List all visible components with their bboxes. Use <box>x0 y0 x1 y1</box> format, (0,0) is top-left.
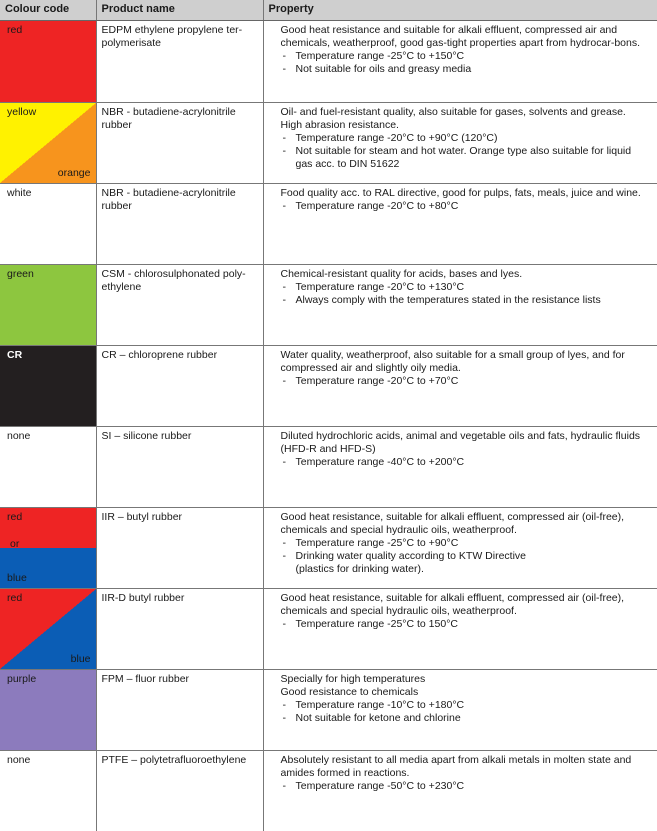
table-row <box>0 21 657 103</box>
swatch-label: CR <box>7 349 22 362</box>
property-description: Good heat resistance and suitable for alkali effluent, compressed air and chemicals, weatherproof, good gas-tight properties apart from hydrocar-bons. <box>281 24 650 50</box>
colour-swatch-none <box>0 427 96 507</box>
colour-cell <box>0 589 96 670</box>
colour-swatch-red <box>0 21 96 102</box>
table-row <box>0 346 657 427</box>
colour-swatch-purple <box>0 670 96 750</box>
property-description: Water quality, weatherproof, also suitable for a small group of lyes, and for compressed air and slightly oily media. <box>281 349 650 375</box>
colour-swatch-black <box>0 346 96 426</box>
header-property: Property <box>263 0 657 21</box>
product-name: IIR-D butyl rubber <box>96 589 263 670</box>
table-row <box>0 427 657 508</box>
swatch-label: yellow <box>7 106 36 119</box>
product-name: SI – silicone rubber <box>96 427 263 508</box>
swatch-label: red <box>7 592 22 605</box>
product-name: PTFE – polytetrafluoroethylene <box>96 751 263 831</box>
property-cell <box>263 184 657 265</box>
table-row <box>0 184 657 265</box>
header-product-name: Product name <box>96 0 263 21</box>
property-cell <box>263 346 657 427</box>
swatch-label: orange <box>58 167 91 180</box>
property-bullet: - Temperature range -20°C to +90°C (120°C) <box>281 132 650 145</box>
property-cell <box>263 508 657 589</box>
property-bullet-continuation: (plastics for drinking water). <box>281 563 650 576</box>
property-bullet: - Not suitable for oils and greasy media <box>281 63 650 76</box>
property-bullet: - Not suitable for ketone and chlorine <box>281 712 650 725</box>
property-description: Good heat resistance, suitable for alkali effluent, compressed air (oil-free), chemicals and special hydraulic oils, weatherproof. <box>281 592 650 618</box>
property-description: Good resistance to chemicals <box>281 686 650 699</box>
header-colour-code: Colour code <box>0 0 96 21</box>
product-name: NBR - butadiene-acrylonitrile rubber <box>96 184 263 265</box>
colour-cell <box>0 508 96 589</box>
table-row <box>0 103 657 184</box>
product-name: FPM – fluor rubber <box>96 670 263 751</box>
property-cell <box>263 751 657 831</box>
swatch-label: red <box>7 24 22 37</box>
property-bullet: - Temperature range -25°C to 150°C <box>281 618 650 631</box>
property-bullet: - Temperature range -50°C to +230°C <box>281 780 650 793</box>
property-bullet: - Temperature range -20°C to +130°C <box>281 281 650 294</box>
colour-cell <box>0 184 96 265</box>
property-description: Absolutely resistant to all media apart from alkali metals in molten state and amides formed in reactions. <box>281 754 650 780</box>
colour-cell <box>0 21 96 103</box>
swatch-label: none <box>7 754 30 767</box>
property-cell <box>263 103 657 184</box>
property-bullet: - Temperature range -40°C to +200°C <box>281 456 650 469</box>
colour-swatch-red-blue <box>0 589 96 669</box>
colour-cell <box>0 427 96 508</box>
colour-swatch-green <box>0 265 96 345</box>
property-bullet: - Not suitable for steam and hot water. Orange type also suitable for liquid gas acc. to DIN 51622 <box>281 145 650 171</box>
table-row <box>0 265 657 346</box>
table-row <box>0 589 657 670</box>
colour-swatch-red-or-blue <box>0 508 96 588</box>
property-description: Oil- and fuel-resistant quality, also suitable for gases, solvents and grease. High abrasion resistance. <box>281 106 650 132</box>
property-bullet: - Temperature range -20°C to +70°C <box>281 375 650 388</box>
property-bullet: - Temperature range -25°C to +150°C <box>281 50 650 63</box>
swatch-label: or <box>10 538 19 551</box>
property-cell <box>263 670 657 751</box>
swatch-label: blue <box>7 572 27 585</box>
table-row <box>0 508 657 589</box>
swatch-label: red <box>7 511 22 524</box>
property-description: Chemical-resistant quality for acids, bases and lyes. <box>281 268 650 281</box>
property-description: Food quality acc. to RAL directive, good for pulps, fats, meals, juice and wine. <box>281 187 650 200</box>
swatch-label: none <box>7 430 30 443</box>
property-description: Good heat resistance, suitable for alkali effluent, compressed air (oil-free), chemicals and special hydraulic oils, weatherproof. <box>281 511 650 537</box>
colour-swatch-white <box>0 184 96 264</box>
product-name: CR – chloroprene rubber <box>96 346 263 427</box>
table-row <box>0 670 657 751</box>
swatch-label: green <box>7 268 34 281</box>
swatch-label: white <box>7 187 32 200</box>
property-bullet: - Drinking water quality according to KTW Directive <box>281 550 650 563</box>
property-cell <box>263 589 657 670</box>
colour-swatch-none <box>0 751 96 831</box>
colour-swatch-yellow-orange <box>0 103 96 183</box>
property-bullet: - Temperature range -20°C to +80°C <box>281 200 650 213</box>
property-cell <box>263 427 657 508</box>
swatch-label: blue <box>71 653 91 666</box>
property-bullet: - Always comply with the temperatures stated in the resistance lists <box>281 294 650 307</box>
table-row <box>0 751 657 831</box>
property-cell <box>263 265 657 346</box>
colour-cell <box>0 103 96 184</box>
colour-cell <box>0 670 96 751</box>
swatch-label: purple <box>7 673 36 686</box>
colour-cell <box>0 751 96 831</box>
property-cell <box>263 21 657 103</box>
property-description: Diluted hydrochloric acids, animal and vegetable oils and fats, hydraulic fluids (HFD-R and HFD-S) <box>281 430 650 456</box>
product-name: NBR - butadiene-acrylonitrile rubber <box>96 103 263 184</box>
product-name: EDPM ethylene propylene ter-polymerisate <box>96 21 263 103</box>
property-bullet: - Temperature range -10°C to +180°C <box>281 699 650 712</box>
property-description: Specially for high temperatures <box>281 673 650 686</box>
colour-cell <box>0 265 96 346</box>
product-name: CSM - chlorosulphonated poly-ethylene <box>96 265 263 346</box>
colour-cell <box>0 346 96 427</box>
property-bullet: - Temperature range -25°C to +90°C <box>281 537 650 550</box>
header-row <box>0 0 657 21</box>
product-name: IIR – butyl rubber <box>96 508 263 589</box>
